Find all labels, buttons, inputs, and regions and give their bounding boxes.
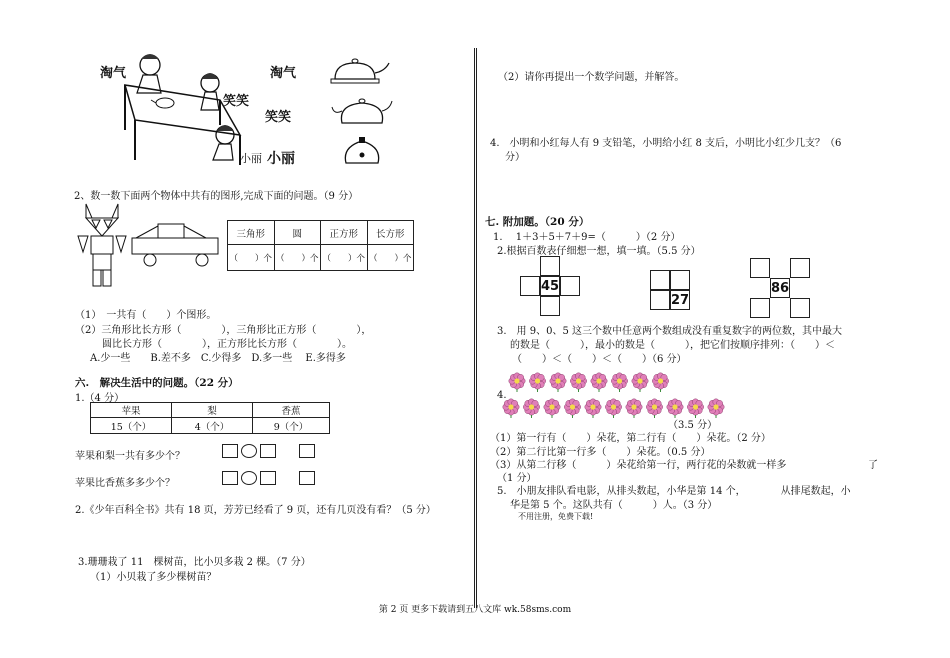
hundred-chart-square-2 — [650, 270, 690, 310]
r-q4b: 分） — [505, 152, 525, 163]
header-rectangle: 长方形 — [367, 221, 414, 245]
equation-boxes-1 — [222, 444, 315, 458]
header-triangle: 三角形 — [228, 221, 275, 245]
teapot-front-icon — [330, 95, 400, 129]
answer-box[interactable] — [299, 471, 315, 485]
shape-count-table — [227, 220, 414, 271]
flower-icon — [570, 373, 586, 392]
flower-icon — [509, 373, 525, 392]
s6-q2: 2.《少年百科全书》共有 18 页，芳芳已经看了 9 页，还有几页没有看？（5 分） — [75, 505, 436, 516]
flower-icon — [611, 373, 627, 392]
a4-3: （3）从第二行移（ ）朵花给第一行，两行花的朵数就一样多 — [490, 460, 787, 471]
operator-circle[interactable] — [241, 471, 257, 485]
a1: 1. 1＋3＋5＋7＋9=（ ）（2 分） — [493, 232, 681, 243]
fruit-table — [90, 402, 330, 434]
a4-1: （1）第一行有（ ）朵花，第二行有（ ）朵花。（2 分） — [490, 433, 771, 444]
teapot-side-icon — [325, 55, 395, 89]
a3-line1: 3. 用 9、0、5 这三个数中任意两个数组成没有重复数字的两位数，其中最大 — [497, 326, 842, 337]
a3-line3: （ ）＜（ ）＜（ ）（6 分） — [512, 354, 687, 365]
flower-icon — [564, 399, 580, 418]
fruit-value: 15（个） — [91, 418, 172, 434]
s6-ask2: 苹果比香蕉多多少个？ — [75, 478, 175, 489]
flowers-row-1 — [508, 372, 678, 392]
header-circle: 圆 — [274, 221, 321, 245]
s6-ask1: 苹果和梨一共有多少个？ — [75, 451, 185, 462]
answer-box[interactable] — [222, 444, 238, 458]
a5-line2: 华是第 5 个。这队共有（ ）人。（3 分） — [510, 500, 718, 511]
q2-line3: 圆比长方形（ ），正方形比长方形（ ）。 — [102, 339, 352, 350]
number-27: 27 — [670, 290, 690, 310]
r-q2-2: （2）请你再提出一个数学问题，并解答。 — [498, 72, 685, 83]
section6-title: 六. 解决生活中的问题。（22 分） — [75, 377, 239, 389]
hundred-chart-cross-1 — [520, 256, 580, 316]
fruit-header: 香蕉 — [253, 403, 330, 418]
teapot-top-icon — [340, 133, 385, 169]
s6-q1-label: 1.（4 分） — [75, 393, 125, 404]
q2-line1: （1） 一共有（ ）个图形。 — [75, 310, 217, 321]
flower-icon — [626, 399, 642, 418]
label-taoqi-teapot: 淘气 — [270, 66, 297, 81]
operator-circle[interactable] — [241, 444, 257, 458]
fruit-header: 苹果 — [91, 403, 172, 418]
answer-cell[interactable]: （ ）个 — [367, 245, 414, 271]
header-square: 正方形 — [321, 221, 368, 245]
label-taoqi-pic: 淘气 — [100, 66, 127, 81]
flower-icon — [632, 373, 648, 392]
flower-icon — [585, 399, 601, 418]
a4-2: （2）第二行比第一行多（ ）朵花。（0.5 分） — [490, 447, 711, 458]
q2-line2: （2）三角形比长方形（ ），三角形比正方形（ ）， — [75, 325, 372, 336]
flower-icon — [544, 399, 560, 418]
q2-options: A.少一些 B.差不多 C.少得多 D.多一些 E.多得多 — [90, 353, 346, 364]
flower-icon — [503, 399, 519, 418]
a2: 2.根据百数表仔细想一想，填一填。（5.5 分） — [497, 246, 701, 257]
answer-box[interactable] — [260, 471, 276, 485]
equation-boxes-2 — [222, 471, 315, 485]
page-footer: 第 2 页 更多下载请到五八文库 wk.58sms.com — [378, 605, 572, 615]
a4-score: （3.5 分） — [668, 420, 718, 431]
number-45: 45 — [540, 276, 560, 296]
s6-q3: 3.珊珊栽了 11 棵树苗，比小贝多栽 2 棵。（7 分） — [78, 557, 311, 568]
flower-icon — [605, 399, 621, 418]
r-q4: 4. 小明和小红每人有 9 支铅笔，小明给小红 8 支后，小明比小红少几支？（6 — [490, 138, 842, 149]
q2-title: 2、数一数下面两个物体中共有的图形,完成下面的问题。（9 分） — [74, 191, 359, 202]
a4-3c: （1 分） — [497, 473, 537, 484]
a4-3b: 了 — [868, 460, 878, 471]
fruit-value: 4（个） — [172, 418, 253, 434]
flower-icon — [652, 373, 668, 392]
flower-icon — [529, 373, 545, 392]
flower-icon — [591, 373, 607, 392]
answer-box[interactable] — [222, 471, 238, 485]
column-divider — [474, 48, 477, 608]
s6-q3-1: （1）小贝栽了多少棵树苗？ — [90, 572, 217, 583]
flower-icon — [646, 399, 662, 418]
fox-figure-shapes — [72, 200, 132, 292]
download-note: 不用注册，免费下载! — [518, 512, 594, 521]
label-xiaoli-small: 小丽 — [240, 152, 262, 165]
fruit-value: 9（个） — [253, 418, 330, 434]
label-xiaoxiao-teapot: 笑笑 — [265, 110, 292, 125]
label-xiaoli-big: 小丽 — [267, 151, 295, 167]
section7-title: 七. 附加题。（20 分） — [485, 216, 590, 228]
a5-line1: 5. 小朋友排队看电影，从排头数起，小华是第 14 个， 从排尾数起，小 — [497, 486, 851, 497]
answer-cell[interactable]: （ ）个 — [321, 245, 368, 271]
a4-label: 4. — [497, 390, 507, 401]
flower-icon — [550, 373, 566, 392]
answer-cell[interactable]: （ ）个 — [228, 245, 275, 271]
car-figure-shapes — [128, 222, 223, 270]
a3-line2: 的数是（ ），最小的数是（ ），把它们按顺序排列：（ ）＜ — [510, 340, 835, 351]
flowers-row-2 — [502, 398, 732, 418]
answer-box[interactable] — [260, 444, 276, 458]
label-xiaoxiao-pic: 笑笑 — [223, 94, 250, 109]
hundred-chart-x-3 — [750, 258, 810, 318]
number-86: 86 — [770, 278, 790, 298]
answer-cell[interactable]: （ ）个 — [274, 245, 321, 271]
fruit-header: 梨 — [172, 403, 253, 418]
flower-icon — [523, 399, 539, 418]
answer-box[interactable] — [299, 444, 315, 458]
